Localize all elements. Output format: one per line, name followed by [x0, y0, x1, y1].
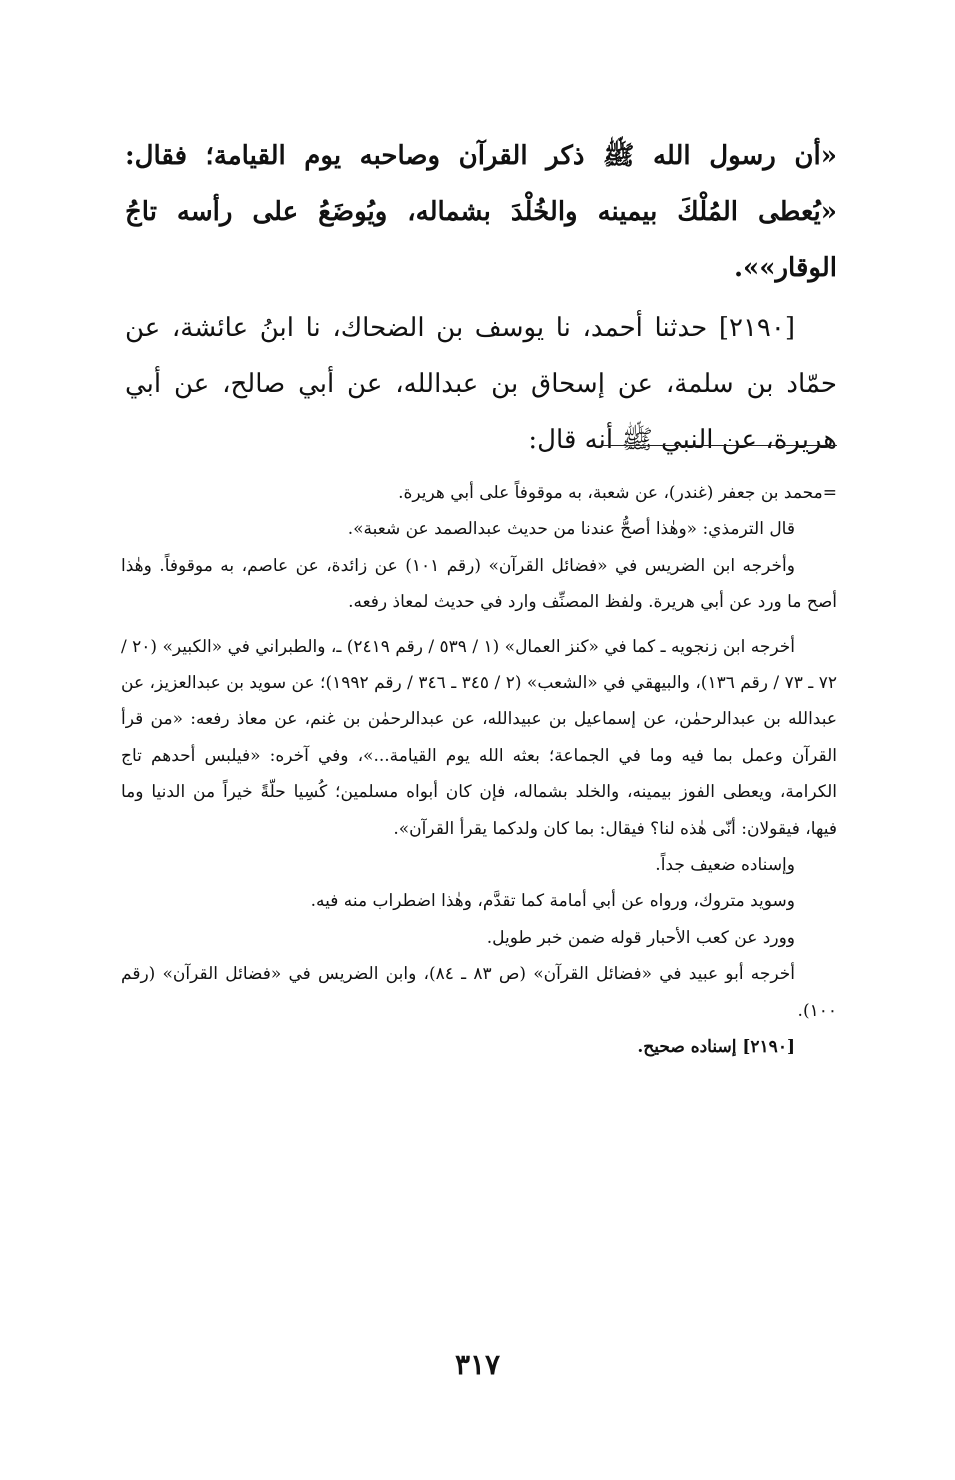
footnote-2190: [٢١٩٠] إسناده صحيح.: [637, 1037, 795, 1058]
footnote-continuation: =محمد بن جعفر (غندر)، عن شعبة، به موقوفاً على أبي هريرة.: [398, 483, 837, 503]
hadith-text: «أن رسول الله ﷺ ذكر القرآن وصاحبه يوم القيامة؛ فقال: «يُعطى المُلْكَ بيمينه والخُلْدَ بشماله، ويُوضَعُ على رأسه تاجُ الوقار»».: [125, 141, 837, 283]
footnote-isnad-weak: وإسناده ضعيف جداً.: [655, 855, 795, 876]
footnote-kaab: وورد عن كعب الأحبار قوله ضمن خبر طويل.: [486, 927, 795, 948]
footnotes: [121, 475, 837, 1066]
main-text: [125, 128, 837, 468]
footnote-divider: [601, 445, 837, 446]
footnote-abu-ubayd: أخرجه أبو عبيد في «فضائل القرآن» (ص ٨٣ ـ ٨٤)، وابن الضريس في «فضائل القرآن» (رقم ١٠٠).: [121, 964, 837, 1021]
footnote-tirmidhi: قال الترمذي: «وهٰذا أصحُّ عندنا من حديث عبدالصمد عن شعبة».: [347, 519, 795, 540]
footnote-ibn-durays: وأخرجه ابن الضريس في «فضائل القرآن» (رقم ١٠١) عن زائدة، عن عاصم، به موقوفاً. وهٰذا أصح ما ورد عن أبي هريرة. ولفظ المصنِّف وارد في حديث لمعاذ رفعه.: [121, 555, 837, 613]
page-number: ٣١٧: [454, 1348, 501, 1381]
footnote-ibn-zanjawayh: أخرجه ابن زنجويه ـ كما في «كنز العمال» (١ / ٥٣٩ / رقم ٢٤١٩) ـ، والطبراني في «الكبير» (٢٠ / ٧٢ ـ ٧٣ / رقم ١٣٦)، والبيهقي في «الشعب» (٢ / ٣٤٥ ـ ٣٤٦ / رقم ١٩٩٢)؛ عن سويد بن عبدالعزيز، عن عبدالله بن عبدالرحمٰن، عن إسماعيل بن عبيدالله، عن عبدالرحمٰن بن غنم، عن معاذ رفعه: «من قرأ القرآن وعمل بما فيه وما في الجماعة؛ بعثه الله يوم القيامة...»، وفي آخره: «فيلبس أحدهم تاج الكرامة، ويعطى الفوز بيمينه، والخلد بشماله، فإن كان أبواه مسلمين؛ كُسِيا حلّةً خيراً من الدنيا وما فيها، فيقولان: أنّى هٰذه لنا؟ فيقال: بما كان ولدكما يقرأ القرآن».: [121, 636, 837, 839]
footnote-suwayd: وسويد متروك، ورواه عن أبي أمامة كما تقدَّم، وهٰذا اضطراب منه فيه.: [310, 891, 795, 912]
hadith-isnad: [٢١٩٠] حدثنا أحمد، نا يوسف بن الضحاك، نا ابنُ عائشة، عن حمّاد بن سلمة، عن إسحاق بن عبدالله، عن أبي صالح، عن أبي هريرة، عن النبي ﷺ أنه قال:: [125, 313, 837, 455]
